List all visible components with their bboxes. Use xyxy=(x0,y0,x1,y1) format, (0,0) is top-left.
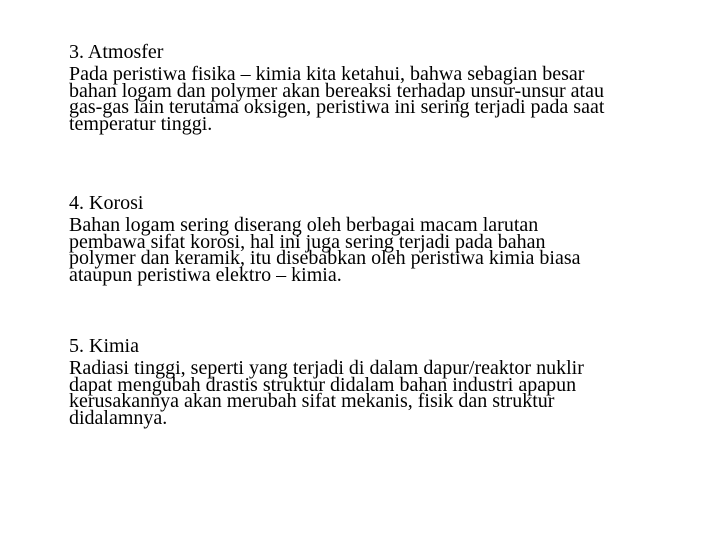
section-heading: 3. Atmosfer xyxy=(69,41,164,63)
paragraph-line: Bahan logam sering diserang oleh berbagai macam larutan xyxy=(69,214,539,236)
paragraph-line: polymer dan keramik, itu disebabkan oleh peristiwa kimia biasa xyxy=(69,247,581,269)
paragraph-line: ataupun peristiwa elektro – kimia. xyxy=(69,263,342,286)
paragraph-line: Pada peristiwa fisika – kimia kita ketahui, bahwa sebagian besar xyxy=(69,63,585,85)
paragraph-line: pembawa sifat korosi, hal ini juga sering terjadi pada bahan xyxy=(69,230,546,253)
paragraph-line: Radiasi tinggi, seperti yang terjadi di dalam dapur/reaktor nuklir xyxy=(69,357,584,379)
section-heading: 5. Kimia xyxy=(69,335,139,357)
section-kimia xyxy=(69,335,584,429)
section-korosi xyxy=(69,192,581,286)
paragraph-line: temperatur tinggi. xyxy=(69,112,213,135)
paragraph-line: gas-gas lain terutama oksigen, peristiwa ini sering terjadi pada saat xyxy=(69,96,605,118)
section-heading: 4. Korosi xyxy=(69,192,144,214)
paragraph-line: dapat mengubah drastis struktur didalam bahan industri apapun xyxy=(69,373,577,396)
paragraph-line: kerusakannya akan merubah sifat mekanis, fisik dan struktur xyxy=(69,390,555,412)
paragraph-line: didalamnya. xyxy=(69,406,168,429)
section-atmosfer xyxy=(69,41,605,135)
paragraph-line: bahan logam dan polymer akan bereaksi terhadap unsur-unsur atau xyxy=(69,79,604,102)
